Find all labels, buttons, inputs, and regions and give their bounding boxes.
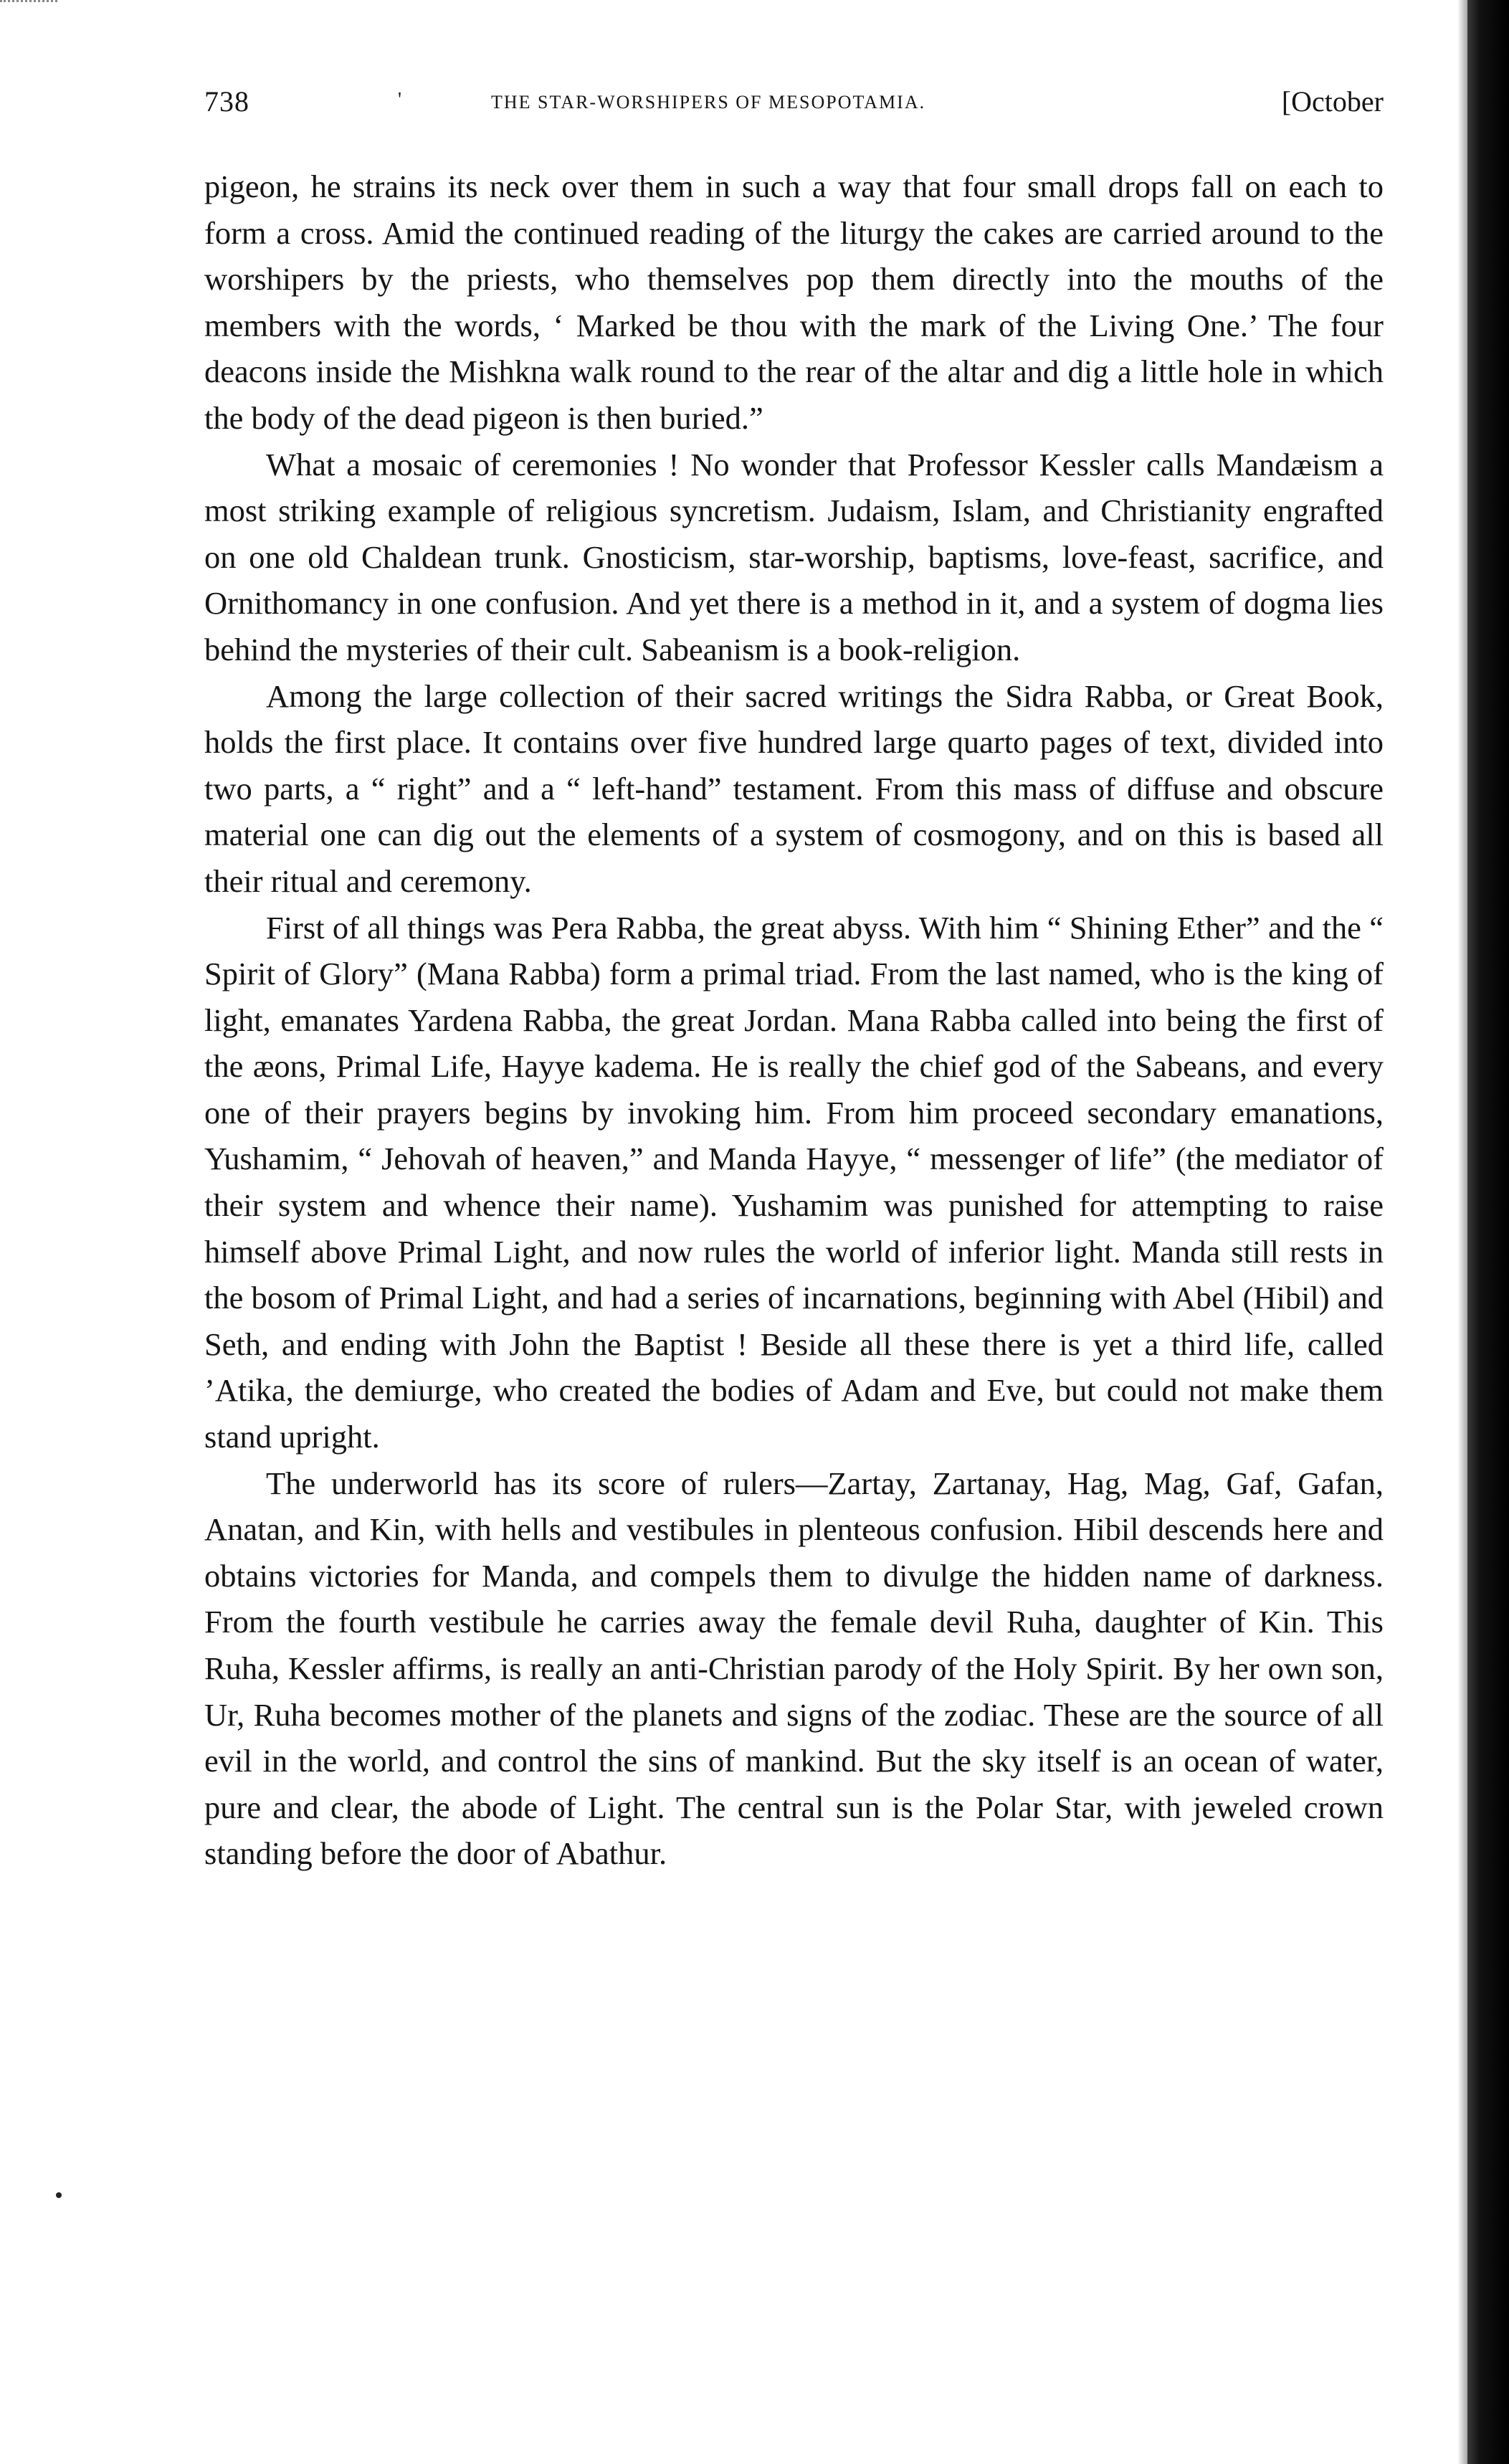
article-body	[204, 163, 1384, 1877]
running-header	[204, 85, 1384, 128]
running-title: THE STAR-WORSHIPERS OF MESOPOTAMIA.	[491, 92, 926, 113]
header-mark: '	[398, 89, 402, 111]
book-binding-edge	[1467, 0, 1509, 2464]
paragraph: First of all things was Pera Rabba, the great abyss. With him “ Shining Ether” and the “ Spirit of Glory” (Mana Rabba) form a primal triad. From the last named, who is the king of light, emanates Yardena Rabba, the great Jordan. Mana Rabba called into being the first of the æons, Primal Life, Hayye kadema. He is really the chief god of the Sabeans, and every one of their prayers begins by invoking him. From him proceed secondary emanations, Yushamim, “ Jehovah of heaven,” and Manda Hayye, “ messenger of life” (the mediator of their system and whence their name). Yushamim was punished for attempting to raise himself above Primal Light, and now rules the world of inferior light. Manda still rests in the bosom of Primal Light, and had a series of incarnations, beginning with Abel (Hibil) and Seth, and ending with John the Baptist ! Beside all these there is yet a third life, called ’Atika, the demiurge, who created the bodies of Adam and Eve, but could not make them stand upright.	[204, 909, 1384, 1455]
paragraph: Among the large collection of their sacred writings the Sidra Rabba, or Great Book, holds the first place. It contains over five hundred large quarto pages of text, divided into two parts, a “ right” and a “ left-hand” testament. From this mass of diffuse and obscure material one can dig out the elements of a system of cosmogony, and on this is based all their ritual and ceremony.	[204, 677, 1384, 899]
paragraph: What a mosaic of ceremonies ! No wonder that Professor Kessler calls Mandæism a most striking example of religious syncretism. Judaism, Islam, and Christianity engrafted on one old Chaldean trunk. Gnosticism, star-worship, baptisms, love-feast, sacrifice, and Ornithomancy in one confusion. And yet there is a method in it, and a system of dogma lies behind the mysteries of their cult. Sabeanism is a book-religion.	[204, 446, 1384, 667]
ink-speck	[56, 2192, 62, 2198]
running-month: [October	[1281, 85, 1384, 118]
page-number: 738	[204, 85, 249, 118]
paragraph: The underworld has its score of rulers—Zartay, Zartanay, Hag, Mag, Gaf, Gafan, Anatan, and Kin, with hells and vestibules in plenteous confusion. Hibil descends here and obtains victories for Manda, and compels them to divulge the hidden name of darkness. From the fourth vestibule he carries away the female devil Ruha, daughter of Kin. This Ruha, Kessler affirms, is really an anti-Christian parody of the Holy Spirit. By her own son, Ur, Ruha becomes mother of the planets and signs of the zodiac. These are the source of all evil in the world, and control the sins of mankind. But the sky itself is an ocean of water, pure and clear, the abode of Light. The central sun is the Polar Star, with jeweled crown standing before the door of Abathur.	[204, 1465, 1384, 1872]
scan-artifact	[0, 0, 57, 6]
paragraph-continued: pigeon, he strains its neck over them in such a way that four small drops fall on each to form a cross. Amid the continued reading of the liturgy the cakes are carried around to the worshipers by the priests, who themselves pop them directly into the mouths of the members with the words, ‘ Marked be thou with the mark of the Living One.’ The four deacons inside the Mishkna walk round to the rear of the altar and dig a little hole in which the body of the dead pigeon is then buried.”	[204, 168, 1384, 436]
